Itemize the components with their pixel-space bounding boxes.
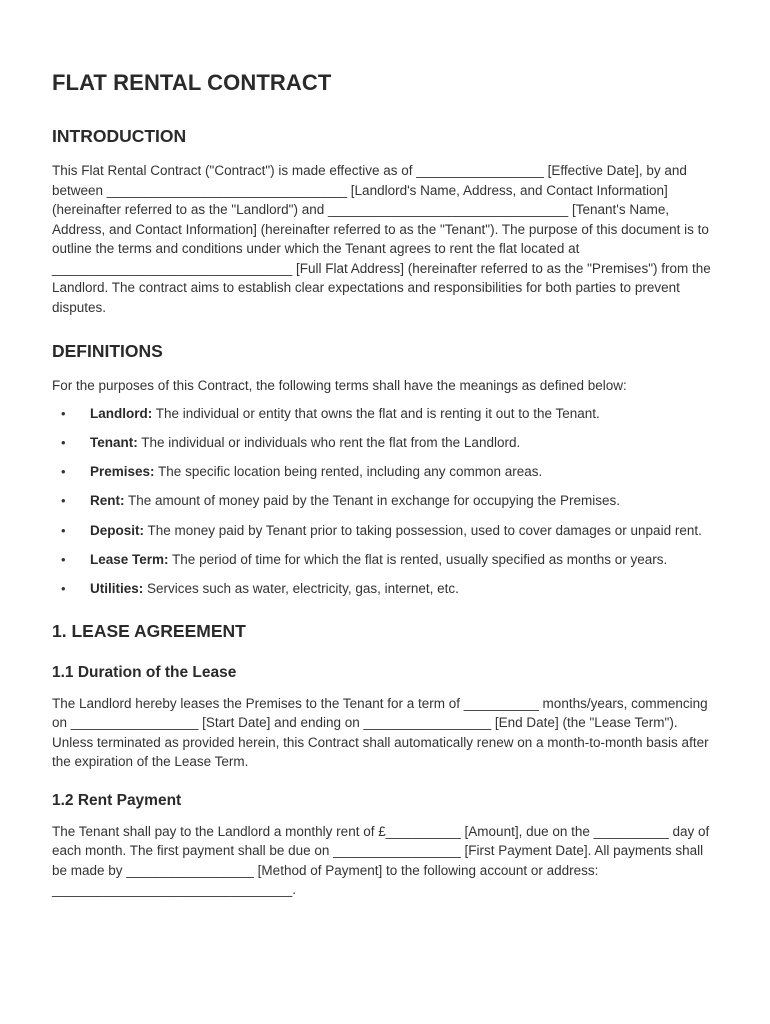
definition-term: Rent: — [90, 493, 125, 509]
definition-text: The period of time for which the flat is rented, usually specified as months or years. — [168, 551, 668, 567]
introduction-heading: INTRODUCTION — [52, 126, 187, 146]
definition-text: The individual or individuals who rent the flat from the Landlord. — [137, 434, 521, 450]
definition-term: Tenant: — [90, 434, 138, 450]
bullet-icon: • — [61, 581, 66, 597]
duration-heading: 1.1 Duration of the Lease — [52, 663, 237, 681]
duration-subsection — [52, 664, 718, 772]
definition-term: Premises: — [90, 464, 155, 480]
definition-item-utilities — [52, 579, 718, 599]
definition-term: Utilities: — [90, 581, 144, 597]
lease-agreement-section — [52, 621, 718, 900]
definition-term: Lease Term: — [90, 551, 169, 567]
definitions-lead: For the purposes of this Contract, the following terms shall have the meanings as defined below: — [52, 378, 627, 393]
definitions-section — [52, 341, 718, 599]
definition-text: The specific location being rented, including any common areas. — [154, 464, 543, 480]
definition-text: The amount of money paid by the Tenant in exchange for occupying the Premises. — [124, 493, 621, 509]
definitions-list — [52, 404, 718, 599]
definition-text: Services such as water, electricity, gas, internet, etc. — [143, 581, 459, 597]
bullet-icon: • — [61, 464, 66, 480]
bullet-icon: • — [61, 434, 66, 450]
bullet-icon: • — [61, 551, 66, 567]
bullet-icon: • — [61, 493, 66, 509]
bullet-icon: • — [61, 522, 66, 538]
rent-payment-paragraph: The Tenant shall pay to the Landlord a monthly rent of £__________ [Amount], due on the __________ day of each month. The first payment shall be due on _________________ [First Payment Date]. All payments shall be made by _________________ [Method of Payment] to the following account or address: ________________________________. — [52, 823, 710, 898]
definition-item-rent — [52, 491, 718, 511]
rent-payment-subsection — [52, 792, 718, 900]
introduction-section — [52, 126, 718, 317]
definitions-heading: DEFINITIONS — [52, 341, 163, 361]
rent-payment-heading: 1.2 Rent Payment — [52, 791, 182, 809]
definition-text: The individual or entity that owns the flat and is renting it out to the Tenant. — [152, 405, 600, 421]
lease-agreement-heading: 1. LEASE AGREEMENT — [52, 620, 246, 641]
definition-item-tenant — [52, 433, 718, 453]
definition-term: Deposit: — [90, 522, 144, 538]
definition-item-lease-term — [52, 550, 718, 570]
duration-paragraph: The Landlord hereby leases the Premises to the Tenant for a term of __________ months/years, commencing on _________________ [Start Date] and ending on _________________ [End Date] (the "Lease Term"). Unless terminated as provided herein, this Contract shall automatically renew on a month-to-month basis after the expiration of the Lease Term. — [52, 695, 709, 770]
definition-item-deposit — [52, 521, 718, 541]
definition-item-premises — [52, 462, 718, 482]
definition-term: Landlord: — [90, 405, 153, 421]
definition-item-landlord — [52, 404, 718, 424]
definition-text: The money paid by Tenant prior to taking possession, used to cover damages or unpaid rent. — [144, 522, 702, 538]
bullet-icon: • — [61, 405, 66, 421]
document-title: FLAT RENTAL CONTRACT — [52, 70, 332, 95]
introduction-paragraph: This Flat Rental Contract ("Contract") is made effective as of _________________ [Effective Date], by and between ________________________________ [Landlord's Name, Address, and Contact Information] (hereinafter referred to as the "Landlord") and ________________________________ [Tenant's Name, Address, and Contact Information] (hereinafter referred to as the "Tenant"). The purpose of this document is to outline the terms and conditions under which the Tenant agrees to rent the flat located at ________________________________ [Full Flat Address] (hereinafter referred to as the "Premises") from the Landlord. The contract aims to establish clear expectations and responsibilities for both parties to prevent disputes. — [52, 163, 711, 315]
